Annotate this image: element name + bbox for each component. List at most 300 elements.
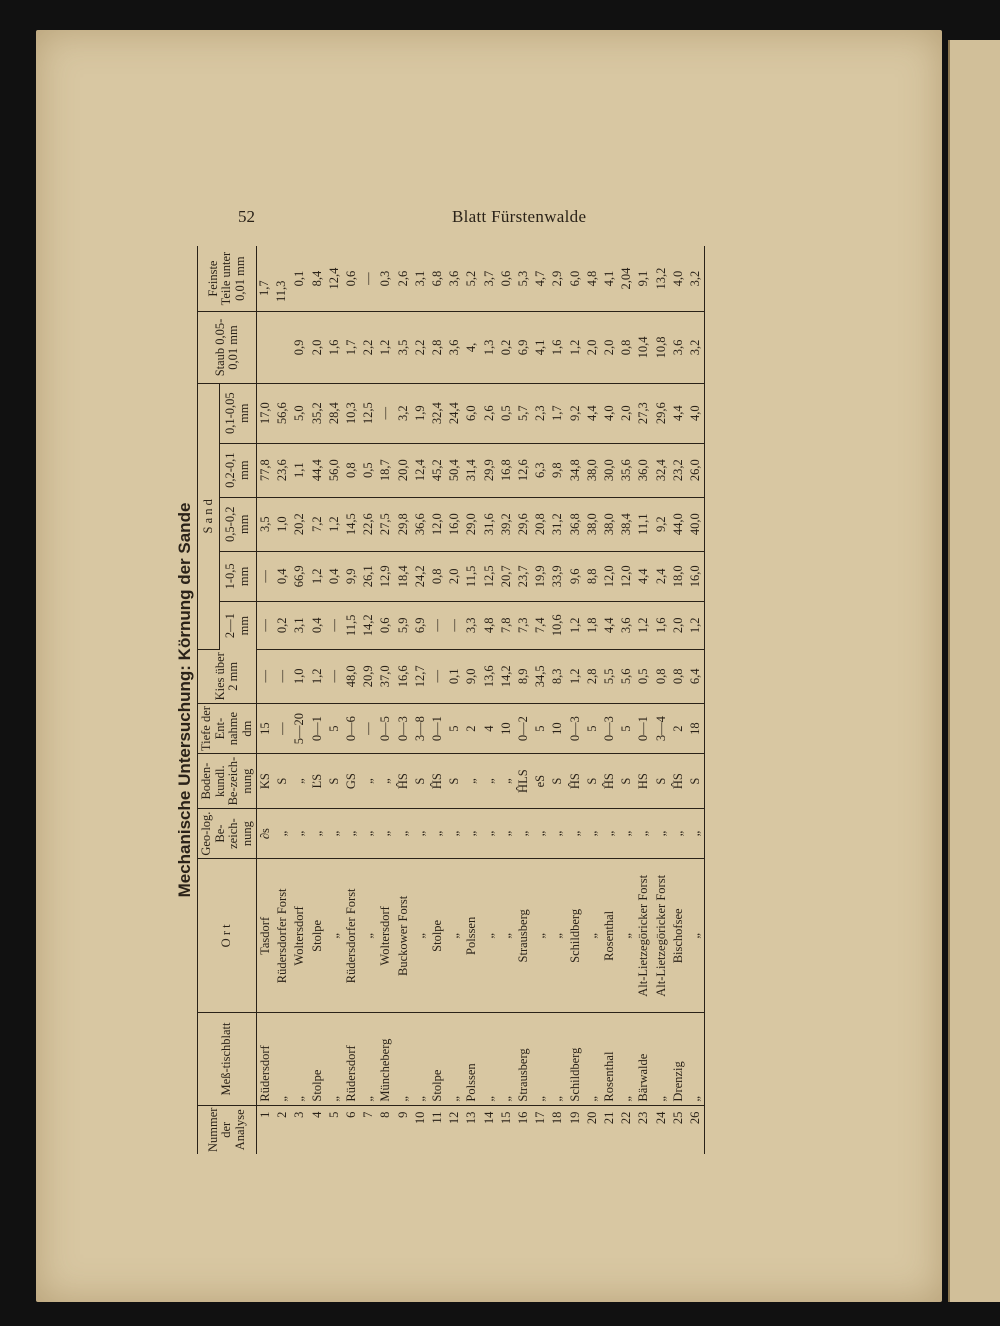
kies-cell: — — [326, 649, 343, 703]
sand-02-01-cell: 50,4 — [446, 443, 463, 497]
tiefe-cell: 3—8 — [412, 703, 429, 754]
bodenkundl-cell: KS — [257, 754, 275, 809]
sand-2-1-cell: — — [429, 601, 446, 649]
tiefe-cell: 0—1 — [635, 703, 652, 754]
kies-cell: 5,6 — [618, 649, 635, 703]
sand-2-1-cell: 1,6 — [653, 601, 670, 649]
sand-02-01-cell: 30,0 — [601, 443, 618, 497]
ort-cell: Woltersdorf — [377, 859, 394, 1013]
feinste-cell: 8,4 — [309, 246, 326, 312]
sand-02-01-cell: 12,6 — [515, 443, 532, 497]
bodenkundl-cell: „ — [481, 754, 498, 809]
messtischblatt-cell: „ — [687, 1013, 705, 1105]
staub-cell — [257, 312, 275, 384]
ort-cell: „ — [412, 859, 429, 1013]
sand-01-005-cell: 56,6 — [274, 383, 291, 443]
bodenkundl-cell: „ — [498, 754, 515, 809]
tiefe-cell: 10 — [498, 703, 515, 754]
staub-cell: 3,6 — [446, 312, 463, 384]
tiefe-cell: 0—3 — [395, 703, 412, 754]
row-number: 21 — [602, 1111, 617, 1125]
tiefe-cell: 5—20 — [291, 703, 308, 754]
sand-05-02-cell: 38,0 — [584, 497, 601, 551]
kies-cell: 2,8 — [584, 649, 601, 703]
messtischblatt-cell: Rosenthal — [601, 1013, 618, 1105]
sand-02-01-cell: 0,5 — [360, 443, 377, 497]
sand-01-005-cell: 1,9 — [412, 383, 429, 443]
header-ort: O r t — [198, 859, 257, 1013]
page-number: 52 — [238, 207, 255, 226]
row-number: 22 — [619, 1111, 634, 1125]
ort-cell: Alt-Lietzegöricker Forst — [653, 859, 670, 1013]
row-number: 18 — [550, 1111, 565, 1125]
sand-05-02-cell: 29,8 — [395, 497, 412, 551]
sand-2-1-cell: 10,6 — [549, 601, 566, 649]
kies-cell: 6,4 — [687, 649, 705, 703]
row-number: 8 — [378, 1111, 393, 1118]
tiefe-cell: 18 — [687, 703, 705, 754]
bodenkundl-cell: ĤS — [395, 754, 412, 809]
bodenkundl-cell: S — [549, 754, 566, 809]
bodenkundl-cell: ĽS — [309, 754, 326, 809]
row-number: 16 — [516, 1111, 531, 1125]
sand-02-01-cell: 31,4 — [463, 443, 480, 497]
table-row — [274, 246, 291, 1154]
bodenkundl-cell: ĤS — [601, 754, 618, 809]
sand-01-005-cell: 2,6 — [481, 383, 498, 443]
sand-05-02-cell: 22,6 — [360, 497, 377, 551]
sand-2-1-cell: 4,4 — [601, 601, 618, 649]
sand-01-005-cell: 35,2 — [309, 383, 326, 443]
staub-cell: 1,2 — [377, 312, 394, 384]
table-row — [687, 246, 705, 1154]
bodenkundl-cell: eS — [532, 754, 549, 809]
table-row — [635, 246, 652, 1154]
table-row — [412, 246, 429, 1154]
sand-1-05-cell: 16,0 — [687, 551, 705, 601]
ort-cell: „ — [618, 859, 635, 1013]
ort-cell: „ — [584, 859, 601, 1013]
messtischblatt-cell: Schildberg — [567, 1013, 584, 1105]
sand-01-005-cell: 12,5 — [360, 383, 377, 443]
feinste-extra-value: 11,3 — [274, 280, 288, 302]
geolog-cell: „ — [309, 808, 326, 858]
ort-cell: Woltersdorf — [291, 859, 308, 1013]
geolog-cell: „ — [395, 808, 412, 858]
row-number: 17 — [533, 1111, 548, 1125]
ort-cell: „ — [326, 859, 343, 1013]
geolog-cell: „ — [567, 808, 584, 858]
bodenkundl-cell: ĤS — [567, 754, 584, 809]
header-geolog: Geo-log. Be-zeich-nung — [198, 808, 257, 858]
sand-2-1-cell: 0,2 — [274, 601, 291, 649]
kies-cell: 8,9 — [515, 649, 532, 703]
kies-cell: 20,9 — [360, 649, 377, 703]
sand-05-02-cell: 36,8 — [567, 497, 584, 551]
feinste-cell: 3,2 — [687, 246, 705, 312]
messtischblatt-cell: Müncheberg — [377, 1013, 394, 1105]
staub-cell: 2,2 — [412, 312, 429, 384]
sand-02-01-cell: 9,8 — [549, 443, 566, 497]
sand-1-05-cell: 24,2 — [412, 551, 429, 601]
row-number: 1 — [258, 1111, 272, 1118]
messtischblatt-cell: Stolpe — [429, 1013, 446, 1105]
ort-cell: Rosenthal — [601, 859, 618, 1013]
tiefe-cell: — — [274, 703, 291, 754]
sand-1-05-cell: 12,5 — [481, 551, 498, 601]
sand-2-1-cell: 14,2 — [360, 601, 377, 649]
ort-cell: Schildberg — [567, 859, 584, 1013]
feinste-cell: 5,2 — [463, 246, 480, 312]
table-row — [395, 246, 412, 1154]
sand-01-005-cell: 32,4 — [429, 383, 446, 443]
table-row — [343, 246, 360, 1154]
row-number: 5 — [326, 1111, 341, 1118]
messtischblatt-cell: „ — [274, 1013, 291, 1105]
staub-cell: 2,0 — [309, 312, 326, 384]
tiefe-cell: 0—6 — [343, 703, 360, 754]
table-row — [446, 246, 463, 1154]
bodenkundl-cell: S — [618, 754, 635, 809]
sand-05-02-cell: 16,0 — [446, 497, 463, 551]
table-row — [515, 246, 532, 1154]
staub-cell: 3,5 — [395, 312, 412, 384]
sand-05-02-cell: 20,2 — [291, 497, 308, 551]
kies-cell: 14,2 — [498, 649, 515, 703]
header-sand-1-05: 1-0,5 mm — [219, 551, 256, 601]
sand-05-02-cell: 31,6 — [481, 497, 498, 551]
sand-05-02-cell: 44,0 — [670, 497, 687, 551]
feinste-cell: 13,2 — [653, 246, 670, 312]
geolog-cell: „ — [463, 808, 480, 858]
ort-cell: Strausberg — [515, 859, 532, 1013]
table-row — [309, 246, 326, 1154]
bodenkundl-cell: S — [584, 754, 601, 809]
messtischblatt-cell: „ — [653, 1013, 670, 1105]
geolog-cell: „ — [274, 808, 291, 858]
geolog-cell: „ — [412, 808, 429, 858]
sand-1-05-cell: 12,0 — [618, 551, 635, 601]
feinste-cell: 4,0 — [670, 246, 687, 312]
table-row — [377, 246, 394, 1154]
geolog-cell: „ — [549, 808, 566, 858]
feinste-cell: 4,1 — [601, 246, 618, 312]
table-row — [429, 246, 446, 1154]
geolog-cell: „ — [429, 808, 446, 858]
sand-02-01-cell: 35,6 — [618, 443, 635, 497]
sand-1-05-cell: 18,4 — [395, 551, 412, 601]
kies-cell: 5,5 — [601, 649, 618, 703]
table-row — [291, 246, 308, 1154]
sand-01-005-cell: 27,3 — [635, 383, 652, 443]
sand-02-01-cell: 45,2 — [429, 443, 446, 497]
rotated-table-area — [175, 246, 860, 1154]
tiefe-cell: 4 — [481, 703, 498, 754]
sand-1-05-cell: 0,8 — [429, 551, 446, 601]
tiefe-cell: 0—3 — [601, 703, 618, 754]
bodenkundl-cell: S — [446, 754, 463, 809]
ort-cell: „ — [498, 859, 515, 1013]
messtischblatt-cell: „ — [549, 1013, 566, 1105]
header-kies: Kies über 2 mm — [198, 649, 257, 703]
staub-cell: 2,2 — [360, 312, 377, 384]
kies-cell: 16,6 — [395, 649, 412, 703]
sand-05-02-cell: 29,0 — [463, 497, 480, 551]
bodenkundl-cell: S — [653, 754, 670, 809]
messtischblatt-cell: Drenzig — [670, 1013, 687, 1105]
sand-01-005-cell: 5,7 — [515, 383, 532, 443]
staub-cell: 1,6 — [326, 312, 343, 384]
sand-01-005-cell: 4,4 — [584, 383, 601, 443]
sand-01-005-cell: 10,3 — [343, 383, 360, 443]
tiefe-cell: 5 — [584, 703, 601, 754]
messtischblatt-cell: Stolpe — [309, 1013, 326, 1105]
sand-1-05-cell: — — [257, 551, 275, 601]
sand-02-01-cell: 6,3 — [532, 443, 549, 497]
messtischblatt-cell: „ — [481, 1013, 498, 1105]
tiefe-cell: 5 — [326, 703, 343, 754]
tiefe-cell: 0—3 — [567, 703, 584, 754]
kies-cell: 1,2 — [567, 649, 584, 703]
staub-cell: 2,0 — [584, 312, 601, 384]
kies-cell: 0,8 — [670, 649, 687, 703]
feinste-cell: 6,8 — [429, 246, 446, 312]
ort-cell: Tasdorf — [257, 859, 275, 1013]
row-number: 11 — [430, 1111, 445, 1124]
sand-02-01-cell: 18,7 — [377, 443, 394, 497]
sand-1-05-cell: 0,4 — [326, 551, 343, 601]
sand-2-1-cell: 7,3 — [515, 601, 532, 649]
bodenkundl-cell: ĤS — [429, 754, 446, 809]
sand-2-1-cell: 7,8 — [498, 601, 515, 649]
kies-cell: 1,2 — [309, 649, 326, 703]
tiefe-cell: 0—1 — [309, 703, 326, 754]
kies-cell: 48,0 — [343, 649, 360, 703]
ort-cell: Bischofsee — [670, 859, 687, 1013]
ort-cell: Stolpe — [309, 859, 326, 1013]
sand-02-01-cell: 34,8 — [567, 443, 584, 497]
kies-cell: 34,5 — [532, 649, 549, 703]
messtischblatt-cell: „ — [532, 1013, 549, 1105]
sand-01-005-cell: 1,7 — [549, 383, 566, 443]
geolog-cell: „ — [618, 808, 635, 858]
messtischblatt-cell: „ — [446, 1013, 463, 1105]
feinste-cell: 3,1 — [412, 246, 429, 312]
staub-cell: 3,2 — [687, 312, 705, 384]
feinste-cell: 0,6 — [343, 246, 360, 312]
header-sand-05-02: 0,5-0,2 mm — [219, 497, 256, 551]
facing-page-edge — [948, 40, 1000, 1302]
sand-01-005-cell: 28,4 — [326, 383, 343, 443]
table-row — [549, 246, 566, 1154]
running-head: Blatt Fürstenwalde — [452, 207, 587, 226]
staub-cell: 1,6 — [549, 312, 566, 384]
sand-2-1-cell: — — [326, 601, 343, 649]
header-sand-2-1: 2—1 mm — [219, 601, 256, 649]
messtischblatt-cell: „ — [412, 1013, 429, 1105]
sand-1-05-cell: 20,7 — [498, 551, 515, 601]
sand-2-1-cell: 4,8 — [481, 601, 498, 649]
staub-cell: 2,0 — [601, 312, 618, 384]
kies-cell: — — [257, 649, 275, 703]
row-number: 12 — [447, 1111, 462, 1125]
row-number: 3 — [292, 1111, 307, 1118]
sand-01-005-cell: 2,3 — [532, 383, 549, 443]
row-number: 6 — [344, 1111, 359, 1118]
staub-cell: 0,8 — [618, 312, 635, 384]
sand-02-01-cell: 32,4 — [653, 443, 670, 497]
messtischblatt-cell: „ — [498, 1013, 515, 1105]
tiefe-cell: 10 — [549, 703, 566, 754]
sand-02-01-cell: 36,0 — [635, 443, 652, 497]
sand-05-02-cell: 20,8 — [532, 497, 549, 551]
row-number: 20 — [584, 1111, 599, 1125]
sand-2-1-cell: — — [446, 601, 463, 649]
geolog-cell: „ — [343, 808, 360, 858]
sand-05-02-cell: 7,2 — [309, 497, 326, 551]
kies-cell: 0,8 — [653, 649, 670, 703]
feinste-cell: 4,7 — [532, 246, 549, 312]
messtischblatt-cell: Rüdersdorf — [257, 1013, 275, 1105]
geolog-cell: „ — [687, 808, 705, 858]
sand-02-01-cell: 23,2 — [670, 443, 687, 497]
bodenkundl-cell: ĤLS — [515, 754, 532, 809]
kies-cell: 9,0 — [463, 649, 480, 703]
bodenkundl-cell: S — [326, 754, 343, 809]
table-row — [653, 246, 670, 1154]
sand-1-05-cell: 26,1 — [360, 551, 377, 601]
sand-05-02-cell: 3,5 — [257, 497, 275, 551]
ort-cell: „ — [549, 859, 566, 1013]
sand-2-1-cell: 1,8 — [584, 601, 601, 649]
tiefe-cell: 5 — [618, 703, 635, 754]
sand-01-005-cell: 6,0 — [463, 383, 480, 443]
geolog-cell: „ — [498, 808, 515, 858]
tiefe-cell: 0—5 — [377, 703, 394, 754]
tiefe-cell: 0—2 — [515, 703, 532, 754]
feinste-cell — [257, 246, 275, 312]
row-number: 25 — [670, 1111, 685, 1125]
sand-1-05-cell: 2,4 — [653, 551, 670, 601]
sand-1-05-cell: 66,9 — [291, 551, 308, 601]
kies-cell: 37,0 — [377, 649, 394, 703]
geolog-cell: „ — [601, 808, 618, 858]
sand-01-005-cell: 4,0 — [601, 383, 618, 443]
sand-05-02-cell: 36,6 — [412, 497, 429, 551]
sand-2-1-cell: 6,9 — [412, 601, 429, 649]
sand-1-05-cell: 9,9 — [343, 551, 360, 601]
sand-2-1-cell: 1,2 — [567, 601, 584, 649]
row-number: 15 — [498, 1111, 513, 1125]
feinste-cell: 3,6 — [446, 246, 463, 312]
ort-cell: Polssen — [463, 859, 480, 1013]
sand-01-005-cell: 29,6 — [653, 383, 670, 443]
table-row — [498, 246, 515, 1154]
tiefe-cell: 0—1 — [429, 703, 446, 754]
messtischblatt-cell: Bärwalde — [635, 1013, 652, 1105]
ort-cell: „ — [481, 859, 498, 1013]
geolog-cell: „ — [377, 808, 394, 858]
kies-cell: — — [429, 649, 446, 703]
grain-size-table — [197, 246, 705, 1154]
tiefe-cell: 3—4 — [653, 703, 670, 754]
sand-1-05-cell: 23,7 — [515, 551, 532, 601]
sand-1-05-cell: 12,9 — [377, 551, 394, 601]
row-number: 4 — [309, 1111, 324, 1118]
staub-cell: 10,4 — [635, 312, 652, 384]
sand-2-1-cell: 0,4 — [309, 601, 326, 649]
messtischblatt-cell: Strausberg — [515, 1013, 532, 1105]
feinste-cell: 6,0 — [567, 246, 584, 312]
table-row — [618, 246, 635, 1154]
row-number: 23 — [636, 1111, 651, 1125]
staub-cell: 3,6 — [670, 312, 687, 384]
messtischblatt-cell: „ — [395, 1013, 412, 1105]
geolog-cell: ∂s — [257, 808, 275, 858]
sand-1-05-cell: 33,9 — [549, 551, 566, 601]
sand-1-05-cell: 0,4 — [274, 551, 291, 601]
sand-01-005-cell: 3,2 — [395, 383, 412, 443]
sand-2-1-cell: 1,2 — [635, 601, 652, 649]
table-row — [360, 246, 377, 1154]
ort-cell: Rüdersdorfer Forst — [274, 859, 291, 1013]
table-title: Mechanische Untersuchung: Körnung der Sande — [175, 502, 194, 898]
feinste-cell: 2,9 — [549, 246, 566, 312]
sand-01-005-cell: 24,4 — [446, 383, 463, 443]
sand-01-005-cell: 5,0 — [291, 383, 308, 443]
header-sand-02-01: 0,2-0,1 mm — [219, 443, 256, 497]
feinste-cell: 2,04 — [618, 246, 635, 312]
bodenkundl-cell: „ — [463, 754, 480, 809]
feinste-cell: 0,3 — [377, 246, 394, 312]
bodenkundl-cell: „ — [377, 754, 394, 809]
sand-05-02-cell: 27,5 — [377, 497, 394, 551]
feinste-cell: 5,3 — [515, 246, 532, 312]
sand-01-005-cell: 0,5 — [498, 383, 515, 443]
sand-02-01-cell: 16,8 — [498, 443, 515, 497]
ort-cell: „ — [446, 859, 463, 1013]
geolog-cell: „ — [653, 808, 670, 858]
sand-01-005-cell: 2,0 — [618, 383, 635, 443]
sand-05-02-cell: 39,2 — [498, 497, 515, 551]
feinste-extra-value: 1,7 — [257, 280, 271, 296]
bodenkundl-cell: S — [274, 754, 291, 809]
sand-05-02-cell: 40,0 — [687, 497, 705, 551]
kies-cell: 1,0 — [291, 649, 308, 703]
header-messtischblatt: Meß-tischblatt — [198, 1013, 257, 1105]
geolog-cell: „ — [446, 808, 463, 858]
sand-02-01-cell: 38,0 — [584, 443, 601, 497]
header-sand: S a n d — [198, 383, 220, 649]
ort-cell: Rüdersdorfer Forst — [343, 859, 360, 1013]
staub-cell: 0,2 — [498, 312, 515, 384]
staub-cell: 10,8 — [653, 312, 670, 384]
sand-01-005-cell: 9,2 — [567, 383, 584, 443]
feinste-cell: 3,7 — [481, 246, 498, 312]
ort-cell: Buckower Forst — [395, 859, 412, 1013]
sand-1-05-cell: 4,4 — [635, 551, 652, 601]
sand-1-05-cell: 8,8 — [584, 551, 601, 601]
sand-2-1-cell: 3,6 — [618, 601, 635, 649]
row-number: 19 — [567, 1111, 582, 1125]
sand-05-02-cell: 29,6 — [515, 497, 532, 551]
staub-cell: 4, — [463, 312, 480, 384]
row-number: 10 — [412, 1111, 427, 1125]
messtischblatt-cell: „ — [326, 1013, 343, 1105]
staub-cell: 1,3 — [481, 312, 498, 384]
header-feinste: Feinste Teile unter 0,01 mm — [198, 246, 257, 312]
sand-1-05-cell: 9,6 — [567, 551, 584, 601]
